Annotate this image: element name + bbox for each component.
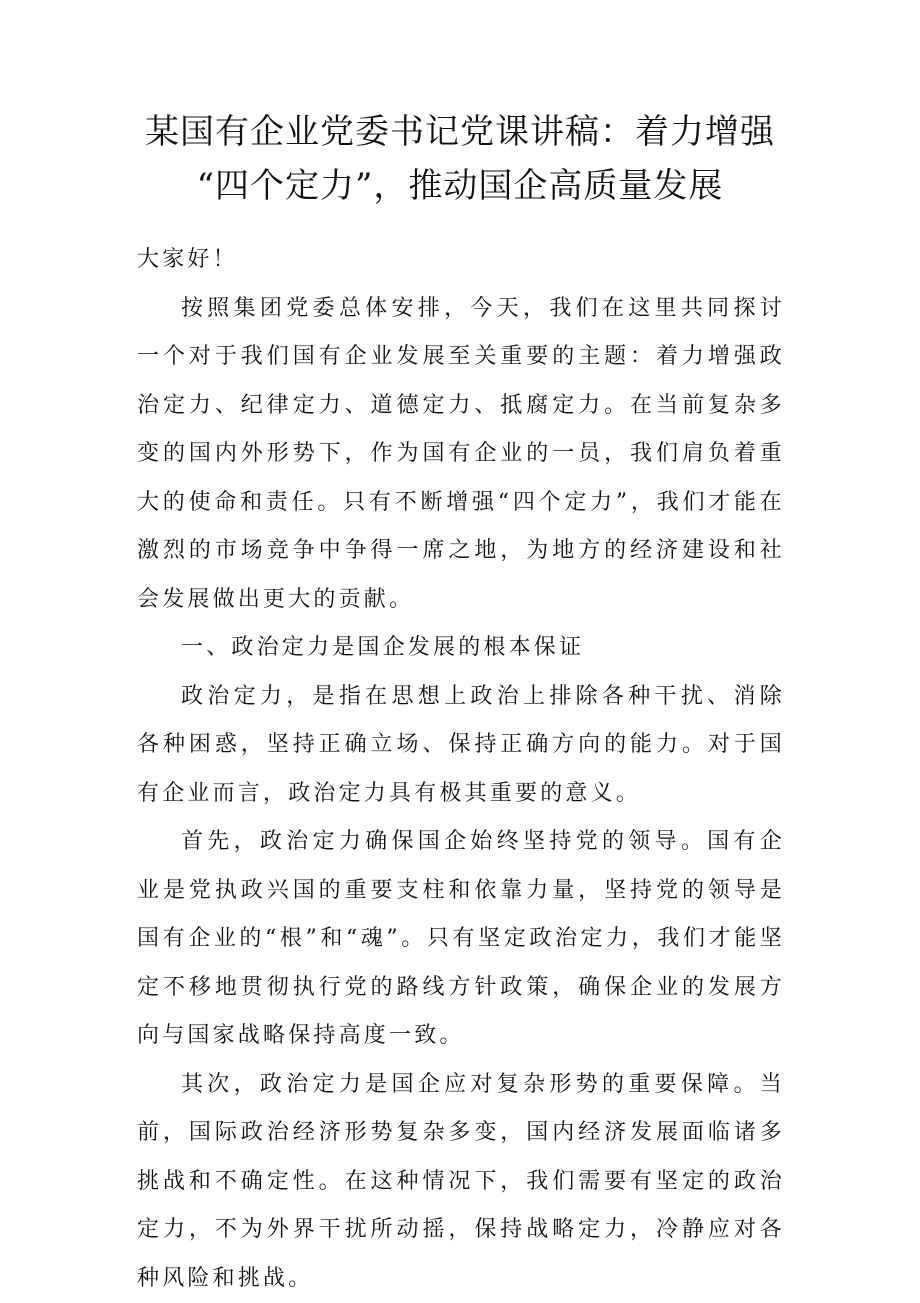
intro-paragraph: 按照集团党委总体安排，今天，我们在这里共同探讨一个对于我们国有企业发展至关重要的主题：着力增强政治定力、纪律定力、道德定力、抵腐定力。在当前复杂多变的国内外形势下，作为国有企业的一员，我们肩负着重大的使命和责任。只有不断增强“四个定力”，我们才能在激烈的市场竞争中争得一席之地，为地方的经济建设和社会发展做出更大的贡献。 (137, 285, 785, 625)
second-point-paragraph: 其次，政治定力是国企应对复杂形势的重要保障。当前，国际政治经济形势复杂多变，国内经济发展面临诸多挑战和不确定性。在这种情况下，我们需要有坚定的政治定力，不为外界干扰所动摇，保持战略定力，冷静应对各种风险和挑战。 (137, 1061, 785, 1303)
document-title-line-1: 某国有企业党委书记党课讲稿：着力增强 (120, 104, 800, 160)
section-heading-1: 一、政治定力是国企发展的根本保证 (137, 624, 785, 673)
first-point-paragraph: 首先，政治定力确保国企始终坚持党的领导。国有企业是党执政兴国的重要支柱和依靠力量，坚持党的领导是国有企业的“根”和“魂”。只有坚定政治定力，我们才能坚定不移地贯彻执行党的路线方针政策，确保企业的发展方向与国家战略保持高度一致。 (137, 818, 785, 1061)
definition-paragraph: 政治定力，是指在思想上政治上排除各种干扰、消除各种困惑，坚持正确立场、保持正确方向的能力。对于国有企业而言，政治定力具有极其重要的意义。 (137, 673, 785, 819)
document-title-line-2: “四个定力”，推动国企高质量发展 (120, 158, 800, 214)
greeting-paragraph: 大家好！ (137, 236, 785, 285)
document-body (137, 236, 785, 1303)
